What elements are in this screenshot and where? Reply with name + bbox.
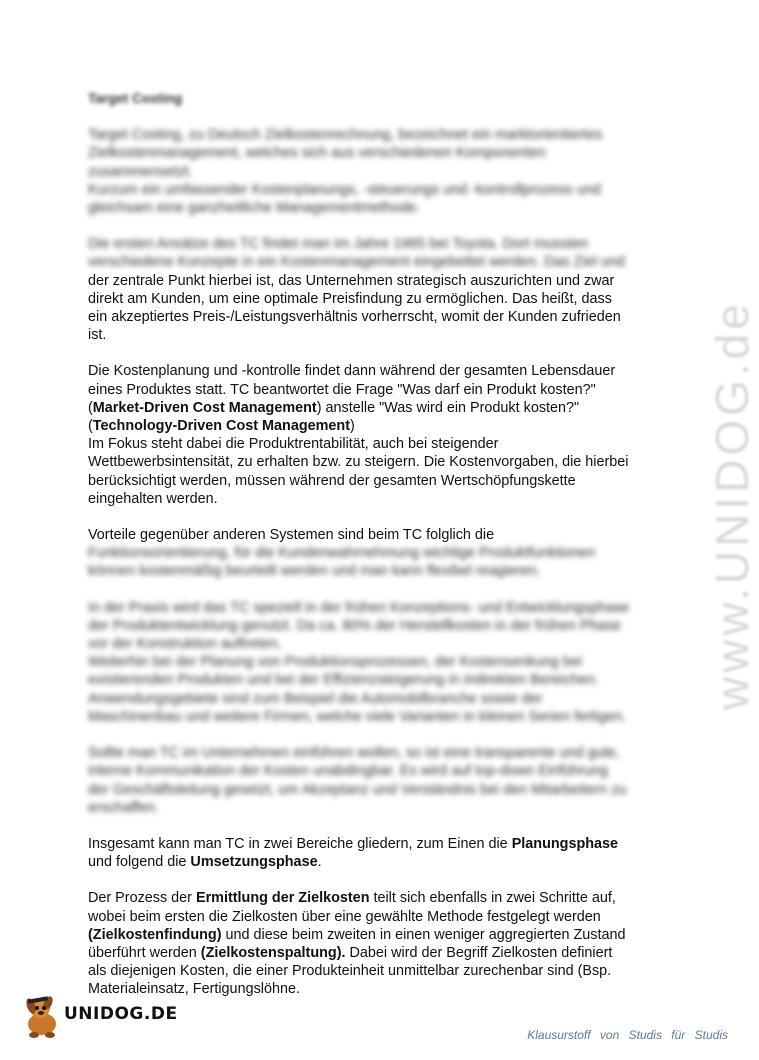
text-line: vor der Konstruktion auftreten.: [88, 636, 282, 653]
text-line: wobei beim ersten die Zielkosten über eine gewählte Methode festgelegt werden: [88, 908, 601, 925]
text-line: eines Produktes statt. TC beantwortet die Frage "Was darf ein Produkt kosten?": [88, 381, 596, 398]
text-line: und folgend die Umsetzungsphase.: [88, 854, 322, 871]
text-line: berücksichtigt werden, müssen während der gesamten Wertschöpfungskette: [88, 472, 576, 489]
text-line: Kurzum ein umfassender Kostenplanungs, -steuerungs und -kontrollprozess und: [88, 181, 601, 198]
bold-term: (Zielkostenspaltung).: [200, 944, 346, 961]
paragraph-origins: [88, 235, 653, 344]
text-line: (Market-Driven Cost Management) anstelle "Was wird ein Produkt kosten?": [88, 399, 580, 416]
text-line: Sollte man TC im Unternehmen einführen wollen, so ist eine transparente und gute,: [88, 745, 620, 762]
bold-term: Ermittlung der Zielkosten: [195, 890, 370, 907]
paragraph-intro: [88, 126, 653, 217]
text-line: überführt werden (Zielkostenspaltung). Dabei wird der Begriff Zielkosten definiert: [88, 944, 613, 961]
document-body: [88, 90, 653, 1017]
text-line: können kostenmäßig beurteilt werden und man kann flexibel reagieren.: [88, 563, 541, 580]
text-line: Funktionsorientierung, für die Kundenwahrnehmung wichtige Produktfunktionen: [88, 545, 596, 562]
bold-term: Technology-Driven Cost Management: [92, 418, 350, 435]
bold-term: Umsetzungsphase: [190, 854, 318, 871]
text-line: gleichsam eine ganzheitliche Managementmethode.: [88, 200, 420, 217]
text-line: Insgesamt kann man TC in zwei Bereiche gliedern, zum Einen die Planungsphase: [88, 835, 619, 852]
text-line: ist.: [88, 327, 107, 344]
paragraph-advantages: [88, 526, 653, 581]
watermark: www.UNIDOG.de: [706, 300, 758, 710]
bold-term: Market-Driven Cost Management: [92, 399, 317, 416]
bold-term: (Zielkostenfindung): [88, 926, 222, 943]
text-line: Anwendungsgebiete sind zum Beispiel die Automobilbranche sowie der: [88, 690, 543, 707]
text-line: eingehalten werden.: [88, 490, 218, 507]
text-line: Wettbewerbsintensität, zu erhalten bzw. zu steigern. Die Kostenvorgaben, die hierbei: [88, 454, 629, 471]
text-line: existierenden Produkten und bei der Effizienzsteigerung in indirekten Bereichen.: [88, 672, 599, 689]
text-line: erschaffen.: [88, 799, 159, 816]
paragraph-introduction-tc: [88, 744, 653, 817]
text-line: interne Kommunikation der Kosten unabdingbar. Es wird auf top-down Einführung: [88, 763, 608, 780]
text-line: als diejenigen Kosten, die einer Produkteinheit unmittelbar zurechenbar sind (Bsp.: [88, 963, 612, 980]
text-line: Die ersten Ansätze des TC findet man im Jahre 1965 bei Toyota. Dort mussten: [88, 236, 589, 253]
text-line: Im Fokus steht dabei die Produktrentabilität, auch bei steigender: [88, 436, 499, 453]
text-line: Weiterhin bei der Planung von Produktionsprozessen, der Kostensenkung bei: [88, 654, 583, 671]
paragraph-practice: [88, 599, 653, 726]
footer-tagline: Klausurstoff von Studis für Studis: [527, 1028, 728, 1042]
text-line: der Geschäftsleitung gesetzt, um Akzeptanz und Verständnis bei den Mitarbeitern zu: [88, 781, 627, 798]
text-line: Target Costing, zu Deutsch Zielkostenrechnung, bezeichnet ein marktorientiertes: [88, 127, 603, 144]
text-line: zusammensetzt.: [88, 163, 193, 180]
text-line: Der Prozess der Ermittlung der Zielkosten teilt sich ebenfalls in zwei Schritte auf,: [88, 890, 616, 907]
unidog-logo[interactable]: [20, 992, 180, 1042]
text-line: Materialeinsatz, Fertigungslöhne.: [88, 981, 300, 998]
document-title: Target Costing: [88, 91, 183, 106]
logo-text: UNIDOG.DE: [64, 1004, 178, 1024]
text-line: In der Praxis wird das TC speziell in der frühen Konzeptions- und Entwicklungsphase: [88, 599, 630, 616]
bold-term: Planungsphase: [511, 835, 619, 852]
paragraph-cost-planning: [88, 362, 653, 508]
blurred-section: [88, 544, 653, 580]
text-line: Maschinenbau und weitere Firmen, welche viele Varianten in kleinen Serien fertigen.: [88, 708, 627, 725]
text-line: verschiedene Konzepte in ein Kostenmanagement eingebettet werden. Das Ziel und: [88, 254, 625, 271]
text-line: der Produktentwicklung genutzt. Da ca. 80% der Herstellkosten in der frühen Phase: [88, 617, 621, 634]
text-line: direkt am Kunden, um eine optimale Preisfindung zu ermöglichen. Das heißt, dass: [88, 290, 612, 307]
text-line: (Zielkostenfindung) und diese beim zweiten in einen weniger aggregierten Zustand: [88, 926, 626, 943]
text-line: Zielkostenmanagement, welches sich aus verschiedenen Komponenten: [88, 145, 546, 162]
text-line: Vorteile gegenüber anderen Systemen sind beim TC folglich die: [88, 527, 495, 544]
paragraph-target-costs: [88, 889, 653, 998]
text-line: der zentrale Punkt hierbei ist, das Unternehmen strategisch auszurichten und zwar: [88, 272, 615, 289]
blurred-section: [88, 235, 653, 271]
dog-mascot-icon: [20, 992, 66, 1040]
text-line: Die Kostenplanung und -kontrolle findet dann während der gesamten Lebensdauer: [88, 363, 616, 380]
paragraph-phases: [88, 835, 653, 871]
text-line: (Technology-Driven Cost Management): [88, 418, 355, 435]
text-line: ein akzeptiertes Preis-/Leistungsverhältnis vorherrscht, womit der Kunden zufrieden: [88, 309, 621, 326]
